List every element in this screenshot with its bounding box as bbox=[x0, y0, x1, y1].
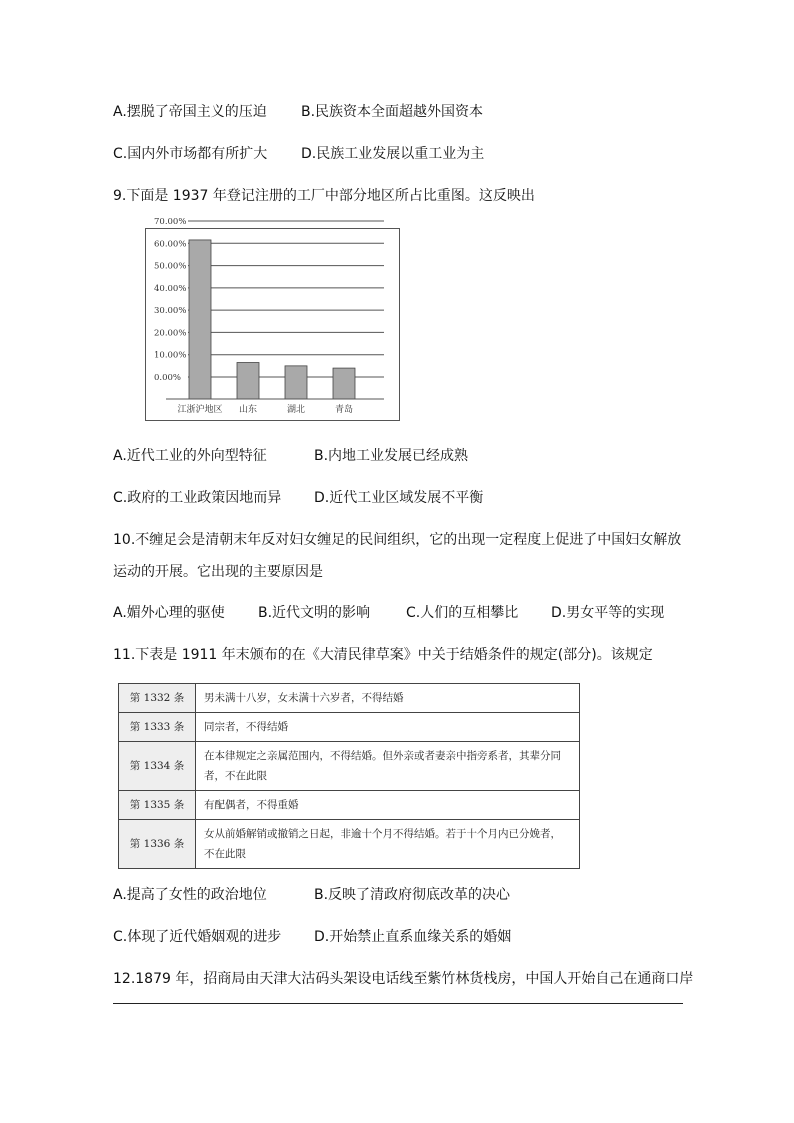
q10-option-c: C.人们的互相攀比 bbox=[406, 605, 519, 621]
article-text: 同宗者，不得结婚 bbox=[196, 713, 580, 742]
q9-option-a: A.近代工业的外向型特征 bbox=[113, 448, 267, 464]
article-text: 有配偶者，不得重婚 bbox=[196, 791, 580, 820]
article-number: 第 1334 条 bbox=[119, 742, 196, 791]
y-tick-label: 70.00% bbox=[154, 217, 187, 227]
q8-option-d: D.民族工业发展以重工业为主 bbox=[301, 146, 485, 162]
q8-option-a: A.摆脱了帝国主义的压迫 bbox=[113, 104, 267, 120]
y-tick-label: 60.00% bbox=[154, 239, 187, 250]
y-tick-label: 10.00% bbox=[154, 350, 187, 361]
q8-option-c: C.国内外市场都有所扩大 bbox=[113, 146, 268, 162]
article-number: 第 1333 条 bbox=[119, 713, 196, 742]
q11-option-a: A.提高了女性的政治地位 bbox=[113, 887, 267, 903]
q12-stem: 12.1879 年，招商局由天津大沽码头架设电话线至紫竹林货栈房，中国人开始自己在通商口岸 bbox=[113, 971, 694, 987]
article-text: 男未满十八岁，女未满十六岁者，不得结婚 bbox=[196, 684, 580, 713]
x-tick-label: 江浙沪地区 bbox=[177, 405, 223, 415]
q11-option-b: B.反映了清政府彻底改革的决心 bbox=[314, 887, 511, 903]
article-text: 女从前婚解销或撤销之日起，非逾十个月不得结婚。若于十个月内已分娩者，不在此限 bbox=[196, 820, 580, 869]
q10-stem-line1: 10.不缠足会是清朝末年反对妇女缠足的民间组织，它的出现一定程度上促进了中国妇女解放 bbox=[113, 532, 682, 548]
x-tick-label: 山东 bbox=[238, 405, 258, 415]
bar bbox=[189, 240, 211, 399]
bar-chart bbox=[145, 217, 400, 421]
x-tick-label: 湖北 bbox=[286, 405, 306, 415]
q9-option-b: B.内地工业发展已经成熟 bbox=[314, 448, 469, 464]
article-text: 在本律规定之亲属范围内，不得结婚。但外亲或者妻亲中指旁系者，其辈分同者，不在此限 bbox=[196, 742, 580, 791]
y-tick-label: 0.00% bbox=[154, 373, 182, 383]
table-row bbox=[119, 684, 580, 713]
article-number: 第 1332 条 bbox=[119, 684, 196, 713]
marriage-law-table bbox=[118, 683, 580, 869]
article-number: 第 1335 条 bbox=[119, 791, 196, 820]
bar bbox=[237, 363, 259, 399]
q11-option-d: D.开始禁止直系血缘关系的婚姻 bbox=[314, 929, 512, 945]
article-number: 第 1336 条 bbox=[119, 820, 196, 869]
q10-stem-line2: 运动的开展。它出现的主要原因是 bbox=[113, 564, 323, 580]
y-tick-label: 20.00% bbox=[154, 328, 187, 339]
q10-option-b: B.近代文明的影响 bbox=[258, 605, 371, 621]
q11-stem: 11.下表是 1911 年末颁布的在《大清民律草案》中关于结婚条件的规定(部分)。该规定 bbox=[113, 647, 653, 663]
x-tick-label: 青岛 bbox=[334, 405, 354, 415]
q10-option-d: D.男女平等的实现 bbox=[551, 605, 665, 621]
table-row bbox=[119, 791, 580, 820]
q11-option-c: C.体现了近代婚姻观的进步 bbox=[113, 929, 282, 945]
bar bbox=[285, 366, 307, 399]
bar bbox=[333, 368, 355, 399]
q9-option-c: C.政府的工业政策因地而异 bbox=[113, 490, 282, 506]
q9-option-d: D.近代工业区域发展不平衡 bbox=[314, 490, 484, 506]
table-row bbox=[119, 820, 580, 869]
bar-chart-svg bbox=[146, 217, 399, 420]
y-tick-label: 30.00% bbox=[154, 306, 187, 317]
footer-divider bbox=[113, 1003, 683, 1004]
y-tick-label: 40.00% bbox=[154, 283, 187, 294]
q8-option-b: B.民族资本全面超越外国资本 bbox=[301, 104, 484, 120]
table-row bbox=[119, 713, 580, 742]
y-tick-label: 50.00% bbox=[154, 261, 187, 272]
q10-option-a: A.媚外心理的驱使 bbox=[113, 605, 225, 621]
q9-stem: 9.下面是 1937 年登记注册的工厂中部分地区所占比重图。这反映出 bbox=[113, 188, 535, 204]
table-row bbox=[119, 742, 580, 791]
